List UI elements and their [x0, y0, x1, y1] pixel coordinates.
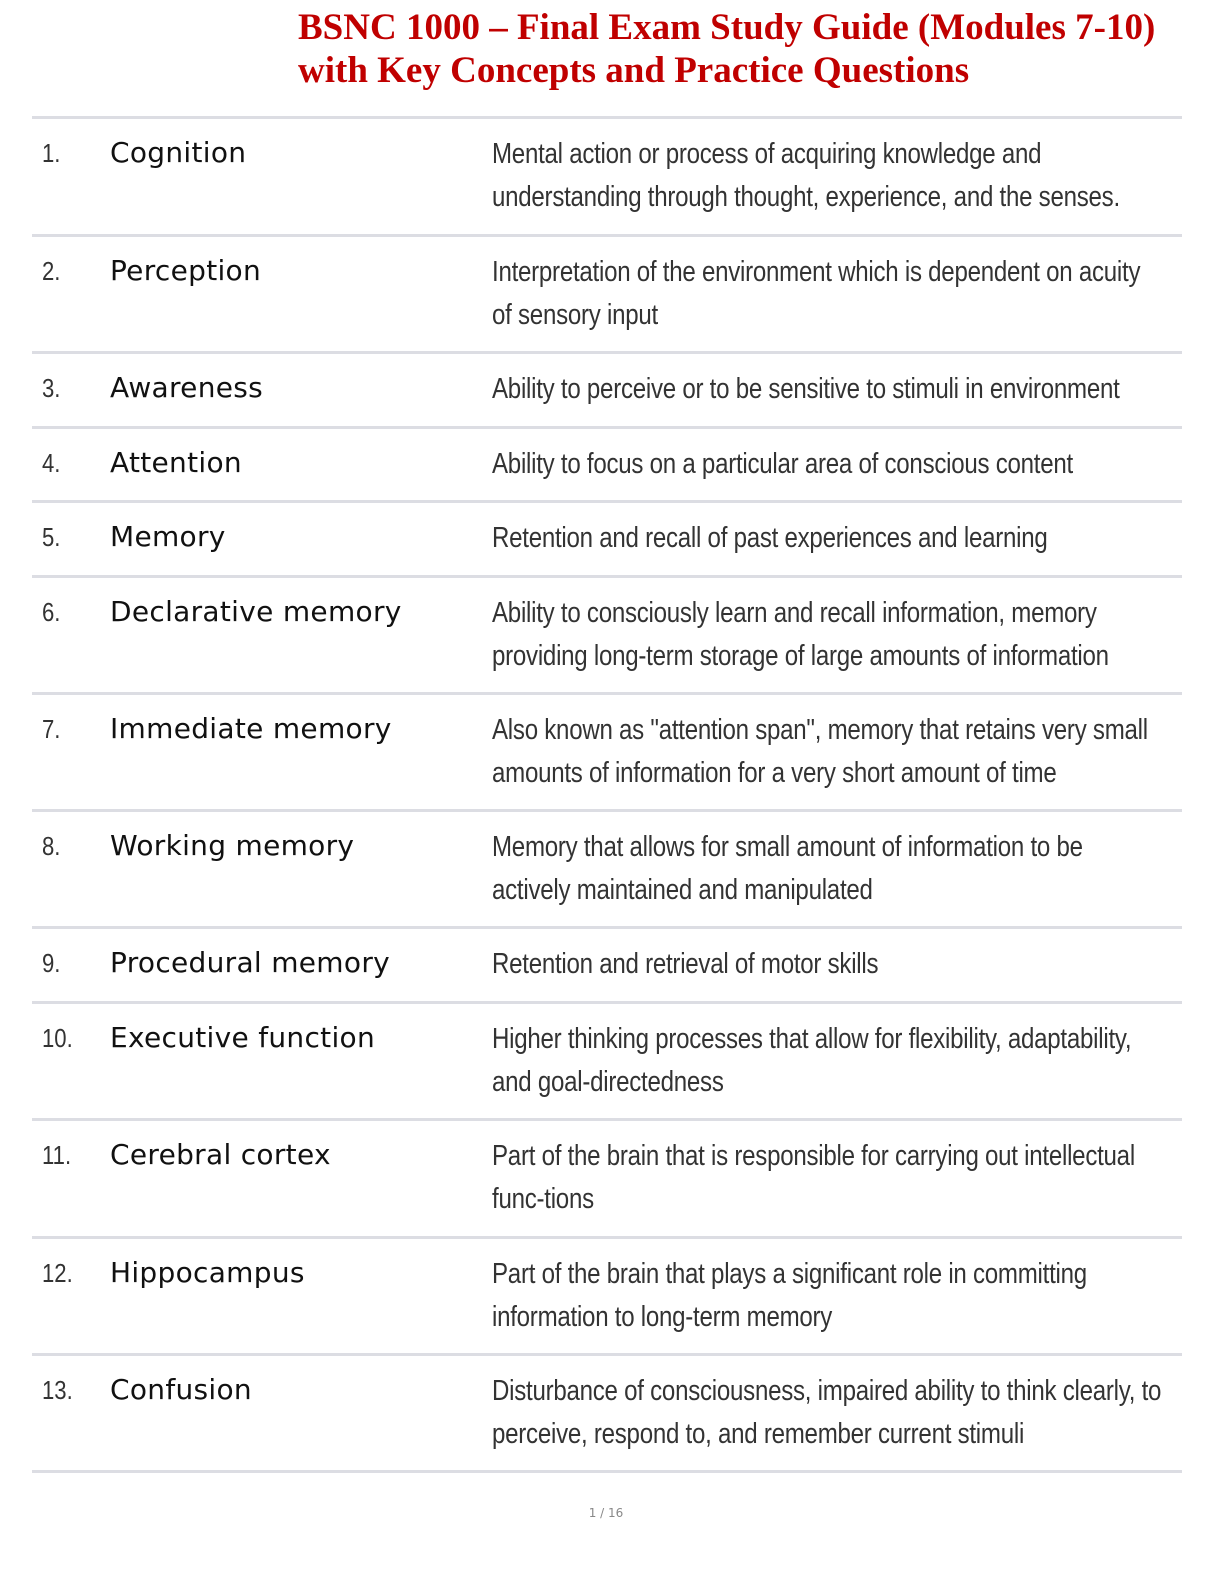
term-row [32, 578, 1182, 695]
term-definition: Higher thinking processes that allow for flexibility, adaptability, and goal-directedness [492, 1023, 1132, 1098]
term-number: 3. [42, 373, 61, 403]
term-number: 4. [42, 448, 61, 478]
term-row [32, 1356, 1182, 1473]
term-definition: Disturbance of consciousness, impaired ability to think clearly, to perceive, respond to, and remember current stimuli [492, 1375, 1162, 1450]
term-definition: Also known as "attention span", memory that retains very small amounts of information for a very short amount of time [492, 714, 1148, 789]
term-row [32, 1239, 1182, 1356]
term-definition: Part of the brain that is responsible for carrying out intellectual func-tions [492, 1140, 1135, 1215]
term-definition: Ability to perceive or to be sensitive to stimuli in environment [492, 373, 1120, 405]
term-name: Perception [110, 254, 262, 287]
term-definition: Memory that allows for small amount of information to be actively maintained and manipulated [492, 831, 1083, 906]
term-definition: Mental action or process of acquiring knowledge and understanding through thought, experience, and the senses. [492, 138, 1120, 213]
term-number: 12. [42, 1258, 73, 1288]
term-definition: Ability to focus on a particular area of conscious content [492, 448, 1073, 480]
term-row [32, 429, 1182, 503]
term-name: Memory [110, 520, 226, 553]
document-title: BSNC 1000 – Final Exam Study Guide (Modules 7-10) with Key Concepts and Practice Questions [298, 7, 1156, 91]
term-name: Hippocampus [110, 1256, 305, 1289]
term-row [32, 119, 1182, 237]
term-name: Executive function [110, 1021, 376, 1054]
term-definition: Part of the brain that plays a significant role in committing information to long-term memory [492, 1258, 1087, 1333]
term-row [32, 812, 1182, 929]
term-number: 8. [42, 831, 61, 861]
term-row [32, 1004, 1182, 1121]
term-name: Declarative memory [110, 595, 402, 628]
term-number: 10. [42, 1023, 73, 1053]
term-row [32, 695, 1182, 812]
term-row [32, 237, 1182, 354]
term-number: 7. [42, 714, 61, 744]
term-table [32, 116, 1182, 1473]
term-row [32, 929, 1182, 1004]
term-name: Procedural memory [110, 946, 391, 979]
term-name: Immediate memory [110, 712, 392, 745]
term-definition: Interpretation of the environment which is dependent on acuity of sensory input [492, 256, 1141, 331]
page-indicator: 1 / 16 [588, 1506, 624, 1520]
term-row [32, 1121, 1182, 1239]
term-number: 5. [42, 522, 61, 552]
term-row [32, 354, 1182, 429]
term-number: 1. [42, 138, 61, 168]
term-name: Cerebral cortex [110, 1138, 331, 1171]
term-number: 6. [42, 597, 61, 627]
term-row [32, 503, 1182, 578]
term-number: 13. [42, 1375, 73, 1405]
term-definition: Retention and recall of past experiences and learning [492, 522, 1048, 554]
term-name: Awareness [110, 371, 264, 404]
term-number: 9. [42, 948, 61, 978]
term-number: 11. [42, 1140, 72, 1170]
term-name: Cognition [110, 136, 247, 169]
term-definition: Retention and retrieval of motor skills [492, 948, 879, 980]
term-definition: Ability to consciously learn and recall information, memory providing long-term storage of large amounts of information [492, 597, 1109, 672]
term-name: Working memory [110, 829, 355, 862]
term-number: 2. [42, 256, 61, 286]
term-name: Attention [110, 446, 242, 479]
term-name: Confusion [110, 1373, 252, 1406]
